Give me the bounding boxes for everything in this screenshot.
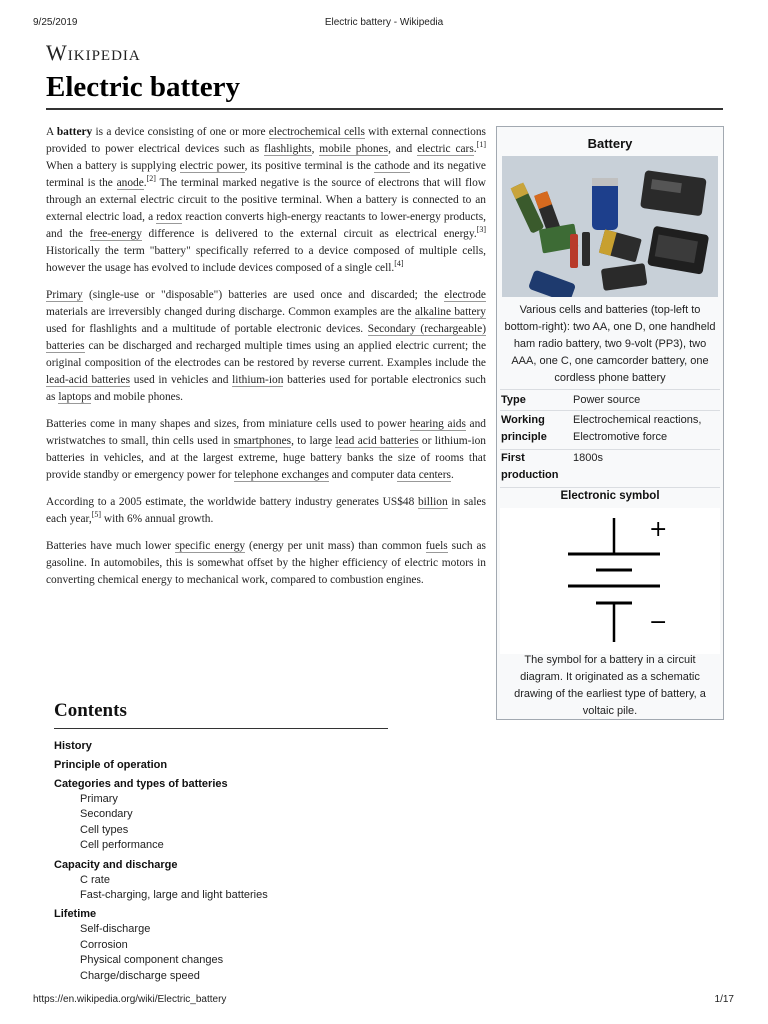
text-run: . <box>143 177 147 189</box>
symbol-minus-sign: − <box>649 610 668 635</box>
article-link[interactable]: Secondary (rechargeable) batteries <box>46 323 486 352</box>
text-run: . <box>450 469 454 481</box>
citation-ref[interactable]: [1] <box>476 140 486 150</box>
print-page-number: 1/17 <box>714 994 734 1005</box>
article-link[interactable]: flashlights <box>264 143 312 155</box>
paragraph-intro <box>46 124 486 277</box>
text-run: difference is delivered to the external circuit as electrical energy. <box>141 228 477 240</box>
contents-title: Contents <box>54 700 127 721</box>
text-run: with external connections provided to power electrical devices such as <box>46 126 486 155</box>
text-run: materials are irreversibly changed during discharge. Common examples are the <box>46 306 415 318</box>
citation-ref[interactable]: [4] <box>394 259 404 269</box>
paragraph-primary-secondary <box>46 287 486 406</box>
toc-item[interactable]: Categories and types of batteries <box>54 778 228 790</box>
article-link[interactable]: fuels <box>425 540 448 552</box>
toc-subitem[interactable]: Physical component changes <box>80 954 224 967</box>
text-run: or lithium-ion batteries in vehicles, and at the largest extreme, huge battery banks the size of rooms that provide standby or emergency power for <box>46 435 487 481</box>
contents-list <box>54 735 390 984</box>
bold-term: battery <box>56 126 93 138</box>
table-of-contents <box>54 700 390 982</box>
print-date: 9/25/2019 <box>33 17 78 28</box>
article-link[interactable]: lead-acid batteries <box>46 374 131 386</box>
text-run: When a battery is supplying <box>46 160 180 172</box>
symbol-plus-sign: + <box>649 517 668 542</box>
toc-item[interactable]: Lifetime <box>54 908 97 921</box>
article-link[interactable]: electric cars <box>417 143 474 155</box>
toc-subitem[interactable]: C rate <box>80 873 110 886</box>
text-run: in sales each year, <box>46 496 486 525</box>
infobox-separator <box>500 389 720 390</box>
infobox-symbol-heading: Electronic symbol <box>560 490 660 502</box>
article-link[interactable]: mobile phones <box>319 143 389 155</box>
toc-subitem[interactable]: Self-discharge <box>80 923 151 936</box>
article-body <box>46 124 486 599</box>
infobox-battery-photo[interactable] <box>502 156 718 297</box>
infobox-value[interactable]: Electrochemical reactions, Electromotive force <box>573 414 702 443</box>
article-link[interactable]: electric power <box>179 160 245 172</box>
infobox <box>496 126 724 720</box>
infobox-label: Working principle <box>501 414 547 443</box>
article-link[interactable]: hearing aids <box>409 418 466 430</box>
print-url[interactable]: https://en.wikipedia.org/wiki/Electric_battery <box>33 994 227 1005</box>
text-run: . <box>473 143 477 155</box>
contents-divider <box>54 728 388 729</box>
text-run: According to a 2005 estimate, the worldwide battery industry generates US$48 <box>46 496 418 508</box>
text-run: and wristwatches to small, thin cells used in <box>46 418 487 447</box>
article-link[interactable]: free-energy <box>89 228 142 240</box>
article-link[interactable]: specific energy <box>174 540 246 552</box>
article-link[interactable]: data centers <box>396 469 451 481</box>
toc-subitem[interactable]: Fast-charging, large and light batteries <box>80 889 268 902</box>
toc-subitem[interactable]: Cell performance <box>80 839 164 852</box>
battery-photo-illustration <box>502 156 718 297</box>
toc-subitem[interactable]: Cell types <box>80 823 129 836</box>
toc-item[interactable]: History <box>54 740 92 752</box>
text-run: , to large <box>291 435 336 447</box>
article-link[interactable]: smartphones <box>233 435 292 447</box>
toc-item[interactable]: Capacity and discharge <box>54 858 178 871</box>
toc-subitem[interactable]: Corrosion <box>80 938 128 951</box>
text-run: , its positive terminal is the <box>244 160 375 172</box>
infobox-label: Type <box>501 394 526 406</box>
paragraph-specific-energy <box>46 538 486 589</box>
print-page-title: Electric battery - Wikipedia <box>324 17 444 28</box>
text-run: used for flashlights and a multitude of portable electronic devices. <box>46 323 368 335</box>
text-run: and its negative terminal is the <box>46 160 486 189</box>
text-run: The terminal marked negative is the source of electrons that will flow through an external electric circuit to the positive terminal. When a battery is connected to an external electric load, a <box>46 177 487 223</box>
text-run: (single-use or "disposable") batteries are used once and discarded; the <box>82 289 445 301</box>
toc-subitem[interactable]: Primary <box>80 793 118 805</box>
infobox-separator <box>500 487 720 488</box>
infobox-caption: Battery <box>587 136 633 151</box>
text-run: Batteries have much lower <box>46 540 175 552</box>
text-run: , <box>311 143 320 155</box>
article-link[interactable]: electrode <box>444 289 486 301</box>
paragraph-shapes-sizes <box>46 416 486 484</box>
text-run: and mobile phones. <box>91 391 183 403</box>
infobox-value[interactable]: Power source <box>573 394 641 406</box>
infobox-image-caption: Various cells and batteries (top-left to bottom-right): two AA, one D, one handheld ham radio battery, two 9-volt (PP3), two AAA, one C, one camcorder battery, one cordless phone battery <box>504 304 716 384</box>
article-link[interactable]: lead acid batteries <box>335 435 419 447</box>
text-run: such as gasoline. In automobiles, this is somewhat offset by the higher efficiency of electric motors in converting chemical energy to mechanical work, compared to combustion engines. <box>46 540 486 586</box>
print-header <box>0 17 768 31</box>
text-run: with 6% annual growth. <box>101 513 214 525</box>
infobox-label: First production <box>501 452 559 481</box>
text-run: reaction converts high-energy reactants to lower-energy products, and the <box>46 211 486 240</box>
toc-subitem[interactable]: Charge/discharge speed <box>80 969 200 982</box>
infobox-value: 1800s <box>573 452 603 464</box>
article-link[interactable]: billion <box>417 496 448 508</box>
text-run: Historically the term "battery" specifically referred to a device composed of multiple cells, however the usage has evolved to include devices composed of a single cell. <box>46 245 486 274</box>
battery-symbol-drawing <box>500 508 720 654</box>
article-link[interactable]: cathode <box>374 160 410 172</box>
text-run: can be discharged and recharged multiple times using an applied electric current; the original composition of the electrodes can be restored by reverse current. Examples include the <box>46 340 486 369</box>
article-link[interactable]: redox <box>156 211 183 223</box>
toc-subitem[interactable]: Secondary <box>80 808 133 821</box>
article-link[interactable]: laptops <box>58 391 92 403</box>
page-title: Electric battery <box>46 71 241 103</box>
battery-circuit-symbol[interactable] <box>500 508 720 654</box>
article-link[interactable]: anode <box>116 177 144 189</box>
infobox-separator <box>500 410 720 411</box>
citation-ref[interactable]: [3] <box>476 225 487 235</box>
text-run: batteries used for portable electronics such as <box>46 374 486 403</box>
title-divider <box>46 108 723 110</box>
text-run: used in vehicles and <box>130 374 233 386</box>
article-link[interactable]: alkaline battery <box>414 306 486 318</box>
text-run: is a device consisting of one or more <box>92 126 269 138</box>
article-link[interactable]: electrochemical cells <box>268 126 365 138</box>
paragraph-industry <box>46 494 486 528</box>
citation-ref[interactable]: [2] <box>146 174 156 184</box>
text-run: Batteries come in many shapes and sizes, from miniature cells used to power <box>46 418 410 430</box>
text-run: (energy per unit mass) than common <box>245 540 426 552</box>
citation-ref[interactable]: [5] <box>91 510 102 520</box>
text-run: and computer <box>328 469 397 481</box>
text-run: A <box>46 126 57 138</box>
infobox-symbol-caption: The symbol for a battery in a circuit diagram. It originated as a schematic drawing of the earliest type of battery, a voltaic pile. <box>514 654 706 717</box>
article-link[interactable]: telephone exchanges <box>234 469 329 481</box>
wikipedia-wordmark[interactable]: Wikipedia <box>46 40 141 65</box>
text-run: , and <box>388 143 418 155</box>
article-link[interactable]: lithium-ion <box>232 374 284 386</box>
toc-item[interactable]: Principle of operation <box>54 759 168 771</box>
article-link[interactable]: Primary <box>46 289 83 301</box>
